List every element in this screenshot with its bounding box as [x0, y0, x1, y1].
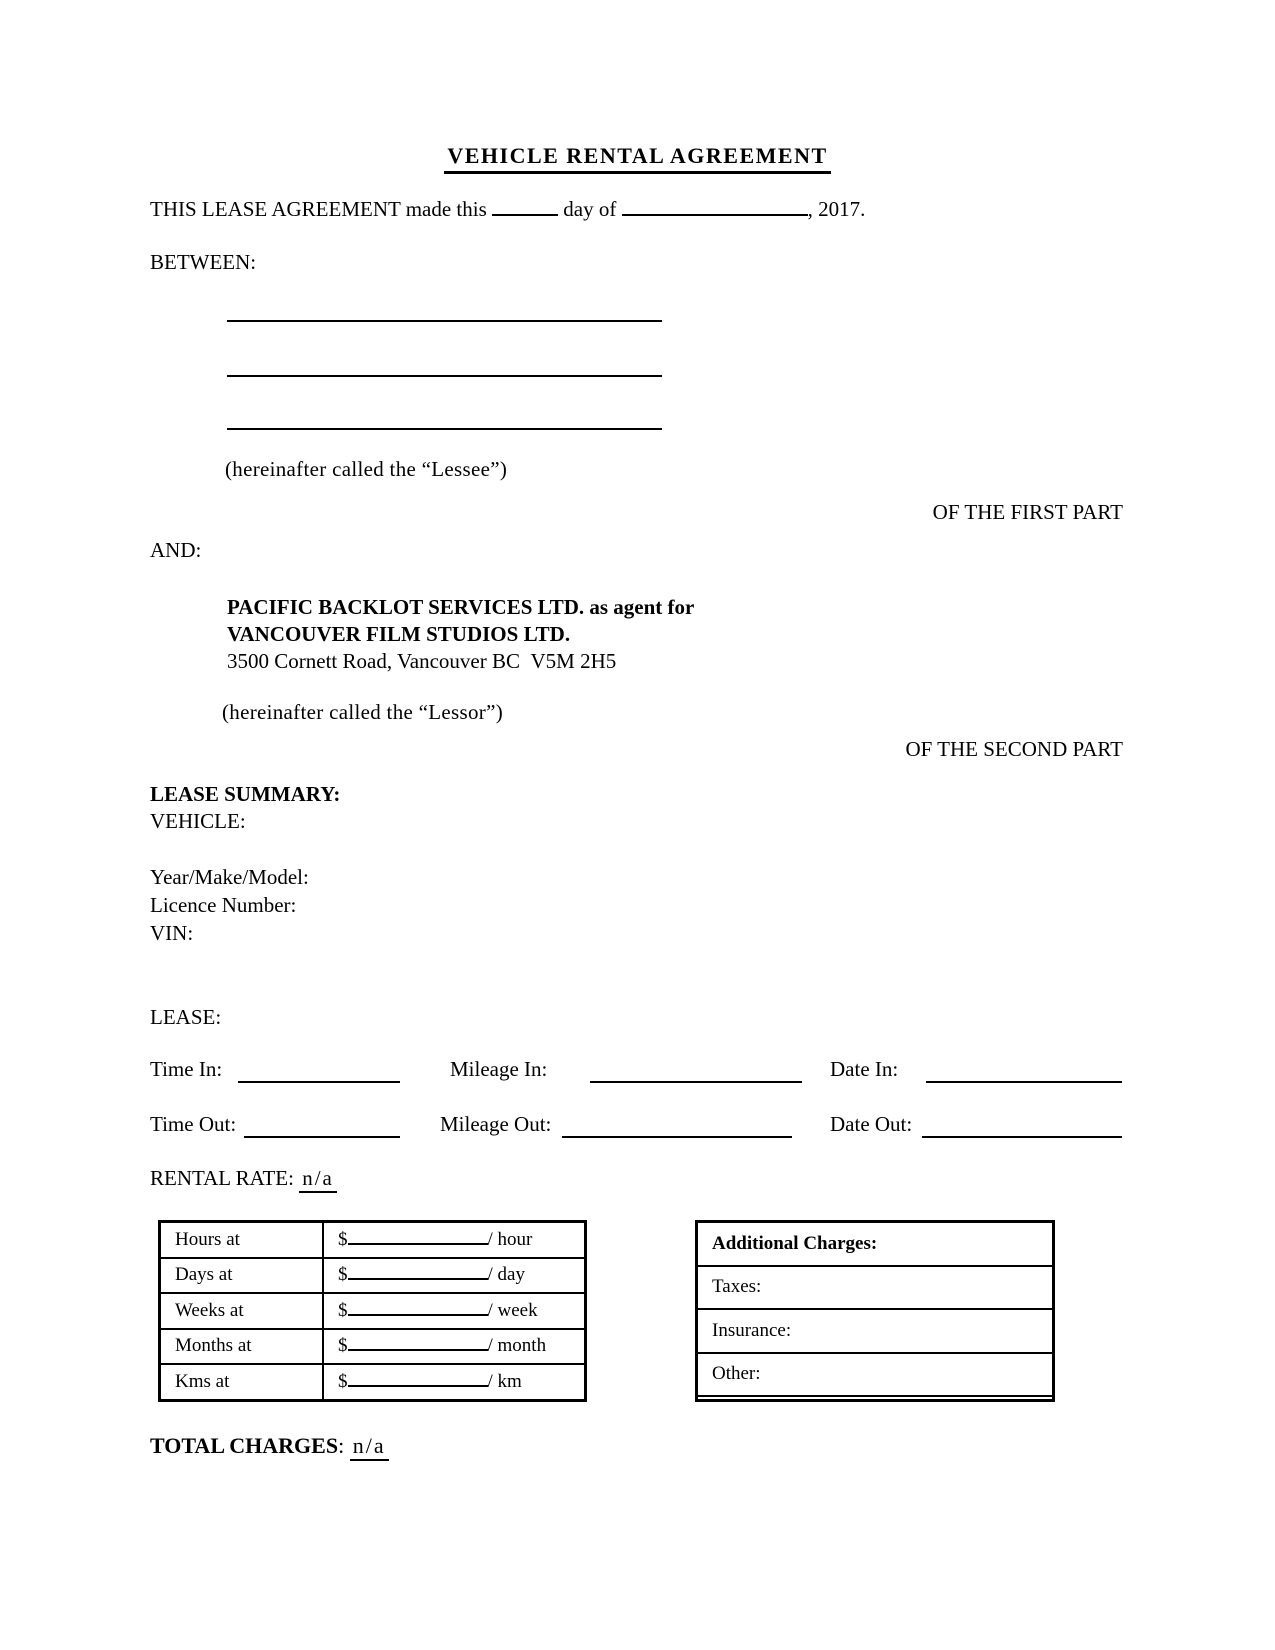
- currency-symbol: $: [338, 1264, 348, 1286]
- rate-label-cell: Days at: [160, 1258, 324, 1294]
- licence-number-label: Licence Number:: [150, 893, 297, 917]
- rate-label-cell: Months at: [160, 1329, 324, 1365]
- other-cell[interactable]: Other:: [697, 1353, 1054, 1396]
- rate-unit: / hour: [487, 1228, 533, 1250]
- rental-rate-label: RENTAL RATE:: [150, 1166, 294, 1190]
- currency-symbol: $: [338, 1228, 348, 1250]
- day-blank-field[interactable]: [492, 197, 558, 216]
- rate-label-cell: Kms at: [160, 1364, 324, 1400]
- rate-unit: / month: [487, 1335, 547, 1357]
- mileage-out-label: Mileage Out:: [440, 1112, 552, 1136]
- time-in-label: Time In:: [150, 1057, 223, 1081]
- vehicle-label: VEHICLE:: [150, 809, 246, 833]
- rate-label-cell: Hours at: [160, 1222, 324, 1258]
- page-title: VEHICLE RENTAL AGREEMENT: [444, 143, 830, 174]
- table-row: [160, 1293, 586, 1329]
- rate-table: [158, 1220, 587, 1402]
- date-out-label: Date Out:: [830, 1112, 913, 1136]
- lessor-note: (hereinafter called the “Lessor”): [222, 700, 503, 724]
- lease-summary-block: [150, 781, 340, 835]
- month-blank-field[interactable]: [622, 197, 808, 216]
- table-row: [697, 1309, 1054, 1352]
- mileage-in-field[interactable]: [590, 1081, 802, 1083]
- table-row: [697, 1396, 1054, 1401]
- rate-unit: / day: [487, 1264, 525, 1286]
- mileage-in-label: Mileage In:: [450, 1057, 548, 1081]
- date-in-label: Date In:: [830, 1057, 899, 1081]
- lease-heading: LEASE:: [150, 1005, 222, 1029]
- empty-cell[interactable]: [697, 1396, 1054, 1401]
- currency-symbol: $: [338, 1299, 348, 1321]
- lease-in-row: [150, 1057, 1125, 1087]
- vehicle-fields-block: [150, 863, 309, 947]
- lessor-company-block: [227, 594, 694, 675]
- rate-value-cell: [323, 1258, 586, 1294]
- lessee-note: (hereinafter called the “Lessee”): [225, 457, 508, 481]
- total-charges-colon: :: [338, 1433, 345, 1458]
- month-rate-field[interactable]: [348, 1335, 488, 1351]
- taxes-cell[interactable]: Taxes:: [697, 1266, 1054, 1309]
- lessor-company-line2: VANCOUVER FILM STUDIOS LTD.: [227, 622, 571, 646]
- first-part-label: OF THE FIRST PART: [932, 500, 1123, 524]
- lessor-company-line1: PACIFIC BACKLOT SERVICES LTD. as agent for: [227, 595, 695, 619]
- rate-unit: / km: [487, 1371, 522, 1393]
- rate-value-cell: [323, 1293, 586, 1329]
- lease-summary-heading: LEASE SUMMARY:: [150, 782, 341, 806]
- charges-header-cell: Additional Charges:: [697, 1222, 1054, 1266]
- rate-value-cell: [323, 1329, 586, 1365]
- additional-charges-table: [695, 1220, 1055, 1402]
- time-out-field[interactable]: [244, 1136, 400, 1138]
- intro-text-after: , 2017.: [807, 197, 866, 221]
- rate-unit: / week: [487, 1299, 538, 1321]
- hour-rate-field[interactable]: [348, 1229, 488, 1245]
- lessor-address: 3500 Cornett Road, Vancouver BC V5M 2H5: [227, 649, 617, 673]
- km-rate-field[interactable]: [348, 1371, 488, 1387]
- lessee-name-line-1[interactable]: [227, 320, 662, 322]
- between-label: BETWEEN:: [150, 250, 257, 274]
- rate-label-cell: Weeks at: [160, 1293, 324, 1329]
- day-rate-field[interactable]: [348, 1264, 488, 1280]
- table-row: [160, 1258, 586, 1294]
- intro-text-between: day of: [563, 197, 617, 221]
- currency-symbol: $: [338, 1371, 348, 1393]
- intro-text-before: THIS LEASE AGREEMENT made this: [150, 197, 487, 221]
- week-rate-field[interactable]: [348, 1300, 488, 1316]
- year-make-model-label: Year/Make/Model:: [150, 865, 309, 889]
- currency-symbol: $: [338, 1335, 348, 1357]
- lessee-name-line-2[interactable]: [227, 375, 662, 377]
- table-row: [697, 1222, 1054, 1266]
- intro-paragraph: [150, 197, 1150, 222]
- rental-rate-value: n/a: [299, 1166, 337, 1193]
- title-row: [0, 143, 1275, 174]
- second-part-label: OF THE SECOND PART: [905, 737, 1123, 761]
- total-charges-row: [150, 1433, 389, 1459]
- date-in-field[interactable]: [926, 1081, 1122, 1083]
- date-out-field[interactable]: [922, 1136, 1122, 1138]
- time-out-label: Time Out:: [150, 1112, 237, 1136]
- rate-value-cell: [323, 1364, 586, 1400]
- table-row: [160, 1222, 586, 1258]
- table-row: [160, 1364, 586, 1400]
- rate-value-cell: [323, 1222, 586, 1258]
- lease-out-row: [150, 1112, 1125, 1142]
- total-charges-value: n/a: [350, 1433, 389, 1461]
- table-row: [697, 1353, 1054, 1396]
- rental-rate-row: [150, 1166, 337, 1191]
- insurance-cell[interactable]: Insurance:: [697, 1309, 1054, 1352]
- vin-label: VIN:: [150, 921, 194, 945]
- table-row: [697, 1266, 1054, 1309]
- table-row: [160, 1329, 586, 1365]
- mileage-out-field[interactable]: [562, 1136, 792, 1138]
- time-in-field[interactable]: [238, 1081, 400, 1083]
- and-label: AND:: [150, 538, 202, 562]
- total-charges-label: TOTAL CHARGES: [150, 1433, 339, 1458]
- lessee-name-line-3[interactable]: [227, 428, 662, 430]
